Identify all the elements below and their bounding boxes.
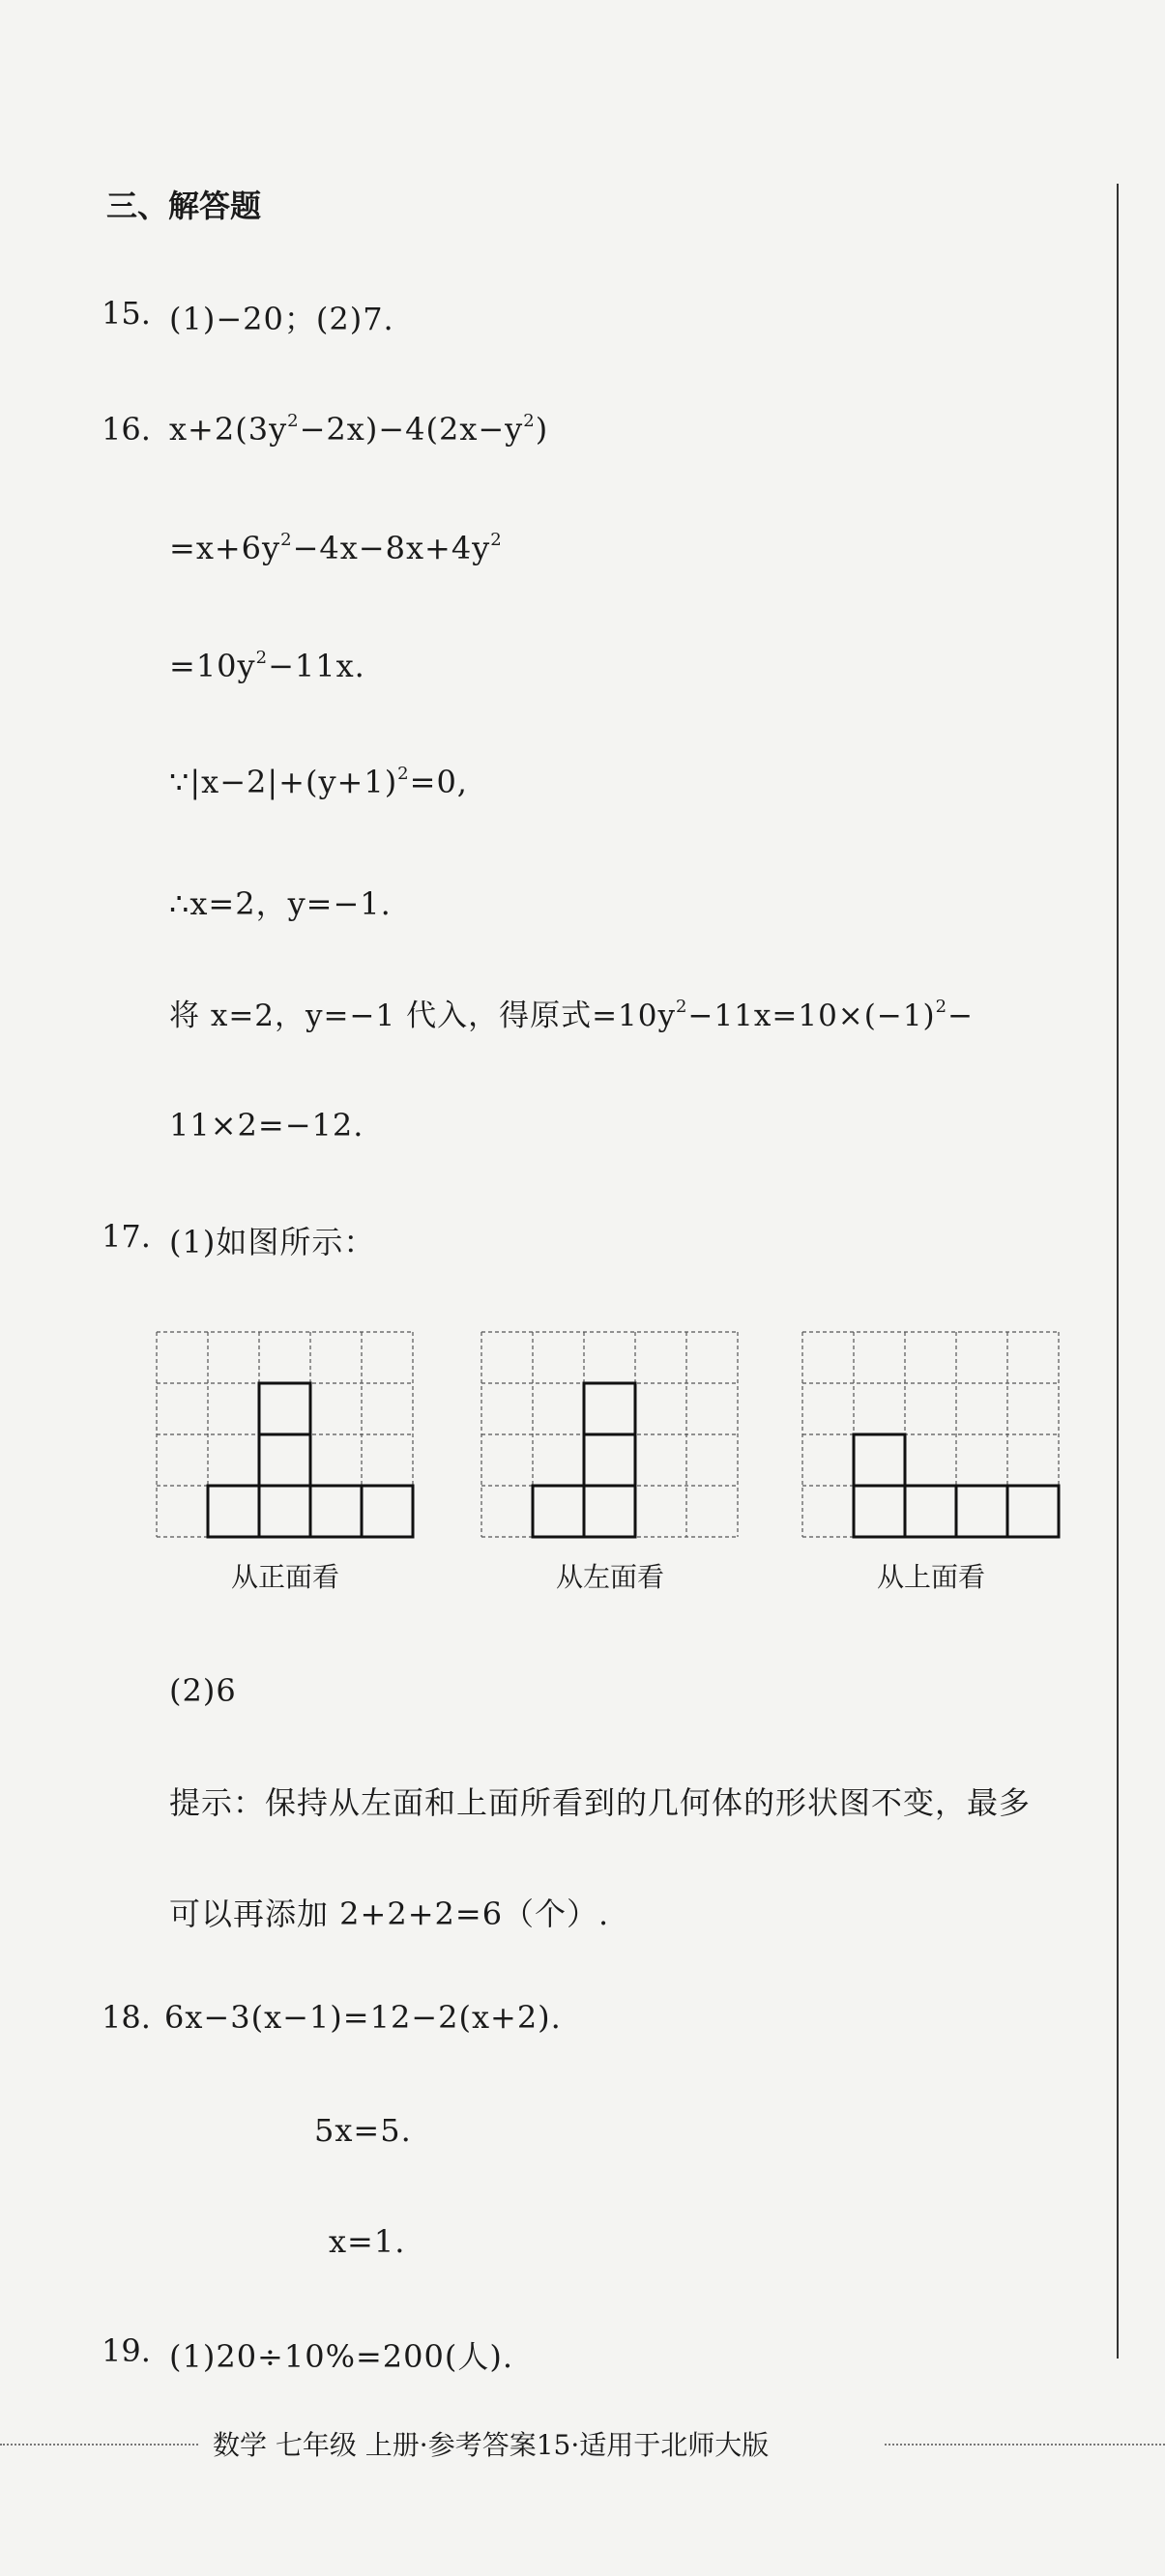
unit-square xyxy=(259,1486,310,1537)
section-title: 三、解答题 xyxy=(106,188,262,224)
unit-square xyxy=(533,1486,584,1537)
top-view-grid xyxy=(801,1330,1062,1541)
unit-square xyxy=(208,1486,259,1537)
unit-square xyxy=(362,1486,413,1537)
unit-square xyxy=(854,1486,905,1537)
unit-square xyxy=(584,1434,635,1486)
unit-square xyxy=(905,1486,956,1537)
q17-part1: (1)如图所示： xyxy=(169,1224,376,1260)
unit-square xyxy=(584,1383,635,1434)
q16-line-5: ∴x=2，y=−1. xyxy=(169,885,392,922)
unit-square xyxy=(956,1486,1007,1537)
q15-number: 15. xyxy=(102,295,151,332)
margin-rule xyxy=(1117,184,1119,2359)
q18-line-3: x=1. xyxy=(329,2223,406,2260)
left-view-grid xyxy=(480,1330,741,1541)
q19-line-1: (1)20÷10%=200(人). xyxy=(169,2338,514,2375)
q16-line-3: $=10y^2-11x$. xyxy=(169,648,365,684)
q17-number: 17. xyxy=(102,1218,151,1255)
q16-line-1: $x+2(3y^2-2x)-4(2x-y^2)$ xyxy=(169,411,549,448)
unit-square xyxy=(854,1434,905,1486)
q17-part2: (2)6 xyxy=(169,1672,237,1709)
footer-text: 数学 七年级 上册·参考答案15·适用于北师大版 xyxy=(213,2429,770,2461)
q16-line-2: $=x+6y^2-4x-8x+4y^2$ xyxy=(169,530,503,566)
q19-number: 19. xyxy=(102,2332,151,2369)
unit-square xyxy=(584,1486,635,1537)
left-view-caption: 从左面看 xyxy=(555,1561,664,1593)
front-view-grid xyxy=(155,1330,416,1541)
q18-line-2: 5x=5. xyxy=(314,2112,412,2149)
q15-answer: (1)−20；(2)7. xyxy=(169,301,394,337)
page-footer xyxy=(0,2424,1165,2463)
q16-line-6: 将 x=2，y=−1 代入，得原式$=10y^2-11x=10\times(-1)^2-$ xyxy=(169,997,975,1033)
q18-line-1: 6x−3(x−1)=12−2(x+2). xyxy=(164,1999,562,2036)
unit-square xyxy=(259,1434,310,1486)
footer-right-dots xyxy=(885,2444,1165,2446)
unit-square xyxy=(310,1486,362,1537)
footer-left-dots xyxy=(0,2444,198,2446)
q17-hint-line-1: 提示：保持从左面和上面所看到的几何体的形状图不变，最多 xyxy=(169,1784,1032,1821)
unit-square xyxy=(1007,1486,1059,1537)
q16-number: 16. xyxy=(102,411,151,448)
top-view-caption: 从上面看 xyxy=(876,1561,985,1593)
front-view-caption: 从正面看 xyxy=(230,1561,339,1593)
q18-number: 18. xyxy=(102,1999,151,2036)
q17-hint-line-2: 可以再添加 2+2+2=6（个）. xyxy=(169,1896,610,1932)
q16-line-4: $\because|x-2|+(y+1)^2=0$, xyxy=(169,764,468,800)
unit-square xyxy=(259,1383,310,1434)
q16-line-7: 11×2=−12. xyxy=(169,1107,364,1143)
